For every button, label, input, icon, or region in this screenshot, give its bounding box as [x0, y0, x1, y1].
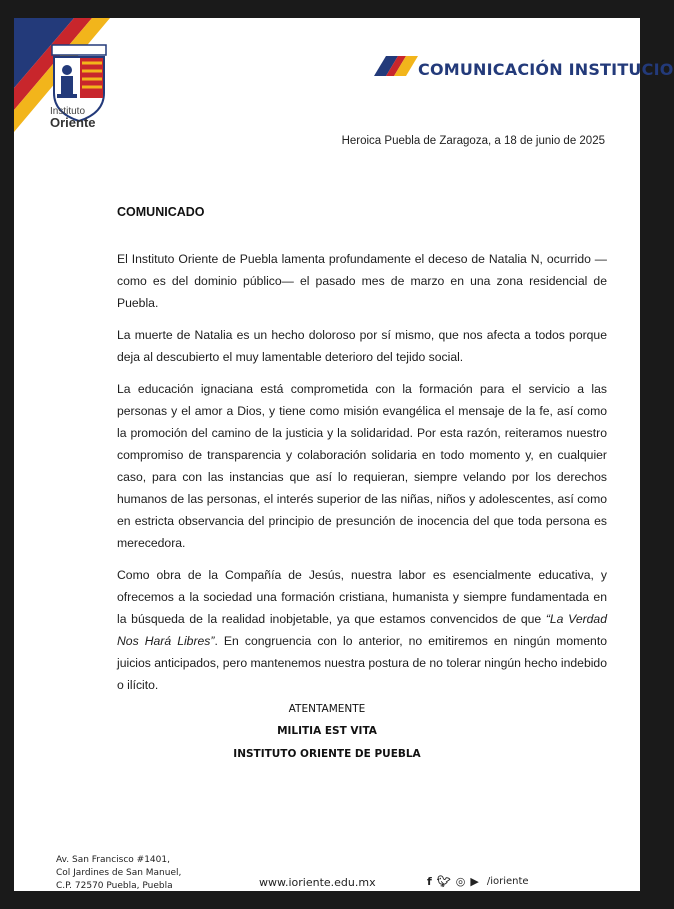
header-title: COMUNICACIÓN INSTITUCIO	[418, 60, 674, 79]
paragraph-4	[117, 564, 607, 696]
document-heading: COMUNICADO	[117, 205, 205, 219]
document-date: Heroica Puebla de Zaragoza, a 18 de junio de 2025	[341, 135, 605, 147]
address-line1: Av. San Francisco #1401,	[56, 855, 170, 865]
instagram-icon[interactable]: ◎	[455, 875, 466, 888]
address-line3: C.P. 72570 Puebla, Puebla	[56, 881, 173, 891]
signature-closing: ATENTAMENTE	[288, 703, 366, 715]
footer-website[interactable]: www.ioriente.edu.mx	[259, 876, 376, 889]
signature-motto: MILITIA EST VITA	[277, 725, 377, 737]
paragraph-4-text-b: . En congruencia con lo anterior, no emitiremos en ningún momento juicios anticipados, pero mantenemos nuestra postura de no tolerar ningún hecho indebido o ilícito.	[117, 634, 607, 692]
document-body	[117, 248, 607, 706]
document-page	[14, 18, 674, 891]
logo-line1: Instituto	[50, 106, 86, 117]
logo-line2: Oriente	[50, 115, 96, 130]
header-stripes	[366, 56, 418, 76]
footer-address	[56, 854, 181, 893]
address-line2: Col Jardines de San Manuel,	[56, 868, 182, 878]
footer-social	[427, 875, 529, 888]
youtube-icon[interactable]: ▶	[470, 875, 479, 888]
paragraph-1: El Instituto Oriente de Puebla lamenta profundamente el deceso de Natalia N, ocurrido —como es del dominio público— el pasado mes de marzo en una zona residencial de Puebla.	[117, 252, 607, 310]
paragraph-4-quote: “La Verdad Nos Hará Libres”	[117, 612, 607, 648]
signature-institution: INSTITUTO ORIENTE DE PUEBLA	[233, 748, 421, 760]
paragraph-4-text-a: Como obra de la Compañía de Jesús, nuestra labor es esencialmente educativa, y ofrecemos a la sociedad una formación cristiana, humanista y siempre fundamentada en la búsqueda de la realidad inobjetable, ya que estamos convencidos de que	[117, 568, 607, 626]
facebook-icon[interactable]: f	[427, 875, 432, 888]
paragraph-2: La muerte de Natalia es un hecho doloroso por sí mismo, que nos afecta a todos porque deja al descubierto el muy lamentable deterioro del tejido social.	[117, 328, 607, 364]
logo-wordmark	[50, 106, 96, 128]
twitter-icon[interactable]: 🐦︎	[436, 875, 451, 888]
social-handle: /ioriente	[486, 876, 529, 887]
paragraph-3: La educación ignaciana está comprometida con la formación para el servicio a las personas y el amor a Dios, y tiene como misión evangélica el mensaje de la fe, así como la promoción del camino de la justicia y la solidaridad. Por esta razón, reiteramos nuestro compromiso de transparencia y colaboración solidaria en todo momento y, en cualquier caso, para con las instancias que así lo requieran, siempre velando por los derechos humanos de las personas, el interés superior de las niñas, niños y adolescentes, así como en estricta observancia del principio de presunción de inocencia del que toda persona es merecedora.	[117, 382, 607, 550]
